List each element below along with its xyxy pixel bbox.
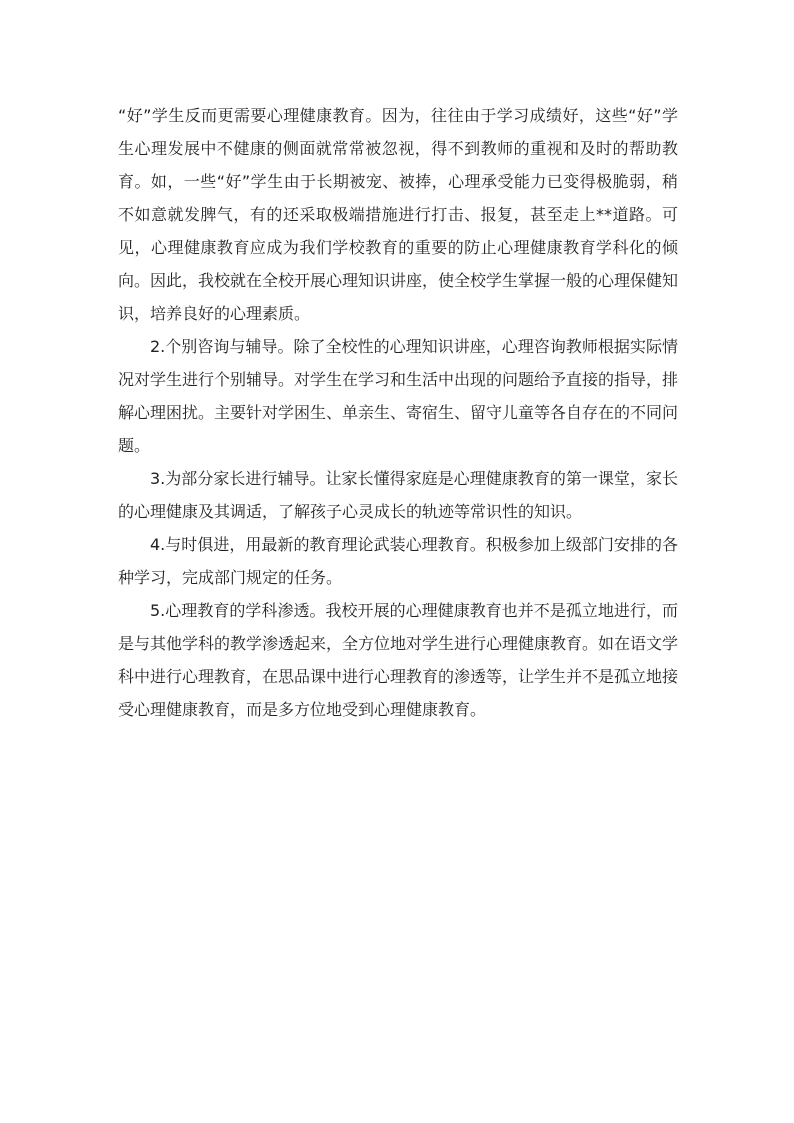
paragraph-2: 2.个别咨询与辅导。除了全校性的心理知识讲座，心理咨询教师根据实际情况对学生进行个别辅导。对学生在学习和生活中出现的问题给予直接的指导，排解心理困扰。主要针对学困生、单亲生、寄宿生、留守儿童等各自存在的不同问题。 xyxy=(118,337,679,455)
paragraph-4: 4.与时俱进，用最新的教育理论武装心理教育。积极参加上级部门安排的各种学习，完成部门规定的任务。 xyxy=(118,535,678,587)
paragraph-3: 3.为部分家长进行辅导。让家长懂得家庭是心理健康教育的第一课堂，家长的心理健康及其调适，了解孩子心灵成长的轨迹等常识性的知识。 xyxy=(118,469,678,521)
document-body xyxy=(118,99,678,726)
paragraph-5: 5.心理教育的学科渗透。我校开展的心理健康教育也并不是孤立地进行，而是与其他学科的教学渗透起来，全方位地对学生进行心理健康教育。如在语文学科中进行心理教育，在思品课中进行心理教育的渗透等，让学生并不是孤立地接受心理健康教育，而是多方位地受到心理健康教育。 xyxy=(118,601,679,719)
paragraph-1: “好”学生反而更需要心理健康教育。因为，往往由于学习成绩好，这些“好”学生心理发展中不健康的侧面就常常被忽视，得不到教师的重视和及时的帮助教育。如，一些“好”学生由于长期被宠、被捧，心理承受能力已变得极脆弱，稍不如意就发脾气，有的还采取极端措施进行打击、报复，甚至走上**道路。可见，心理健康教育应成为我们学校教育的重要的防止心理健康教育学科化的倾向。因此，我校就在全校开展心理知识讲座，使全校学生掌握一般的心理保健知识，培养良好的心理素质。 xyxy=(118,106,679,323)
